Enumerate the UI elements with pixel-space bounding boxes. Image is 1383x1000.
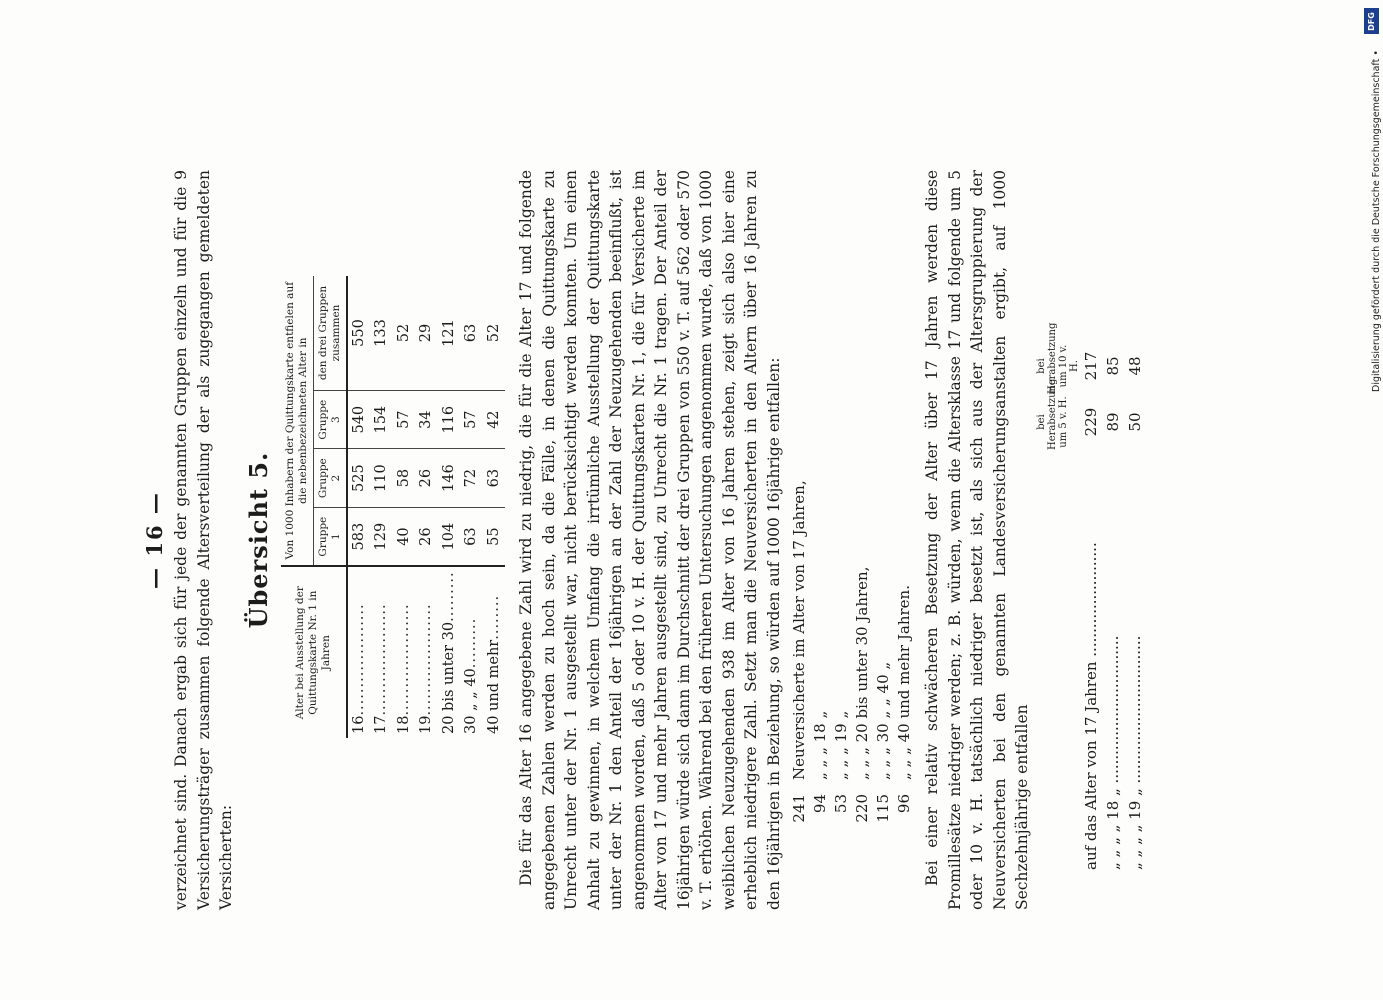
reduction-value: 48 bbox=[1125, 356, 1144, 376]
value-cell: 72 bbox=[460, 449, 483, 507]
age-cell bbox=[393, 566, 416, 738]
reduction-row-label: „ „ „ „ 19 „ ............................... bbox=[1125, 635, 1144, 870]
age-column-header: Alter bei Ausstellung der Quittungskarte Nr. 1 in Jahren bbox=[281, 566, 347, 738]
paragraph-2: Die für das Alter 16 angegebene Zahl wird zu niedrig, die für die Alter 17 und folgende angegebenen Zahlen werden zu hoch sein, da die Fälle, in denen die Quittungskarte zu Unrecht unter der Nr. 1 ausgestellt war, nicht berücksichtigt werden konnten. Um einen Anhalt zu gewinnen, in welchem Umfang die irrtümliche Ausstellung der Quittungskarte unter der Nr. 1 den Anteil der 16jährigen an der Zahl der Neuzugehenden beeinflußt, ist angenommen worden, daß 5 oder 10 v. H. der Quittungskarten Nr. 1, die für Versicherte im Alter von 17 und mehr Jahren ausgestellt sind, zu Unrecht die Nr. 1 tragen. Der Anteil der 16jährigen würde sich dann im Durchschnitt der drei Gruppen von 550 v. T. auf 562 oder 570 v. T. erhöhen. Während bei den früheren Untersuchungen angenommen wurde, daß von 1000 weiblichen Neuzugehenden 938 im Alter von 16 Jahren stehen, zeigt sich also hier eine erheblich niedrigere Zahl. Setzt man die Neuversicherten in den Altern über 16 Jahren zu den 16jährigen in Beziehung, so würden auf 1000 16jährige entfallen: bbox=[517, 170, 783, 910]
subheader-gruppe-3: Gruppe 3 bbox=[313, 390, 347, 448]
list-item bbox=[852, 170, 873, 848]
dfg-logo: DFG bbox=[1364, 8, 1379, 34]
reduction-value: 85 bbox=[1103, 356, 1122, 376]
list-item-count: 115 bbox=[874, 794, 892, 823]
list-item-count: 96 bbox=[895, 794, 913, 814]
list-item-text: „ „ „ 40 und mehr Jahren. bbox=[895, 585, 913, 780]
list-item bbox=[810, 170, 831, 848]
list-item bbox=[789, 170, 810, 848]
new-insured-list bbox=[789, 170, 915, 848]
list-item-count: 241 bbox=[790, 794, 808, 823]
age-cell bbox=[370, 566, 393, 738]
age-cell bbox=[415, 566, 438, 738]
value-cell: 57 bbox=[460, 390, 483, 448]
value-cell: 26 bbox=[415, 507, 438, 566]
value-cell: 133 bbox=[370, 276, 393, 390]
table-row bbox=[438, 276, 461, 738]
list-item-text: „ „ „ 19 „ bbox=[832, 710, 850, 780]
table-row bbox=[415, 276, 438, 738]
value-cell: 129 bbox=[370, 507, 393, 566]
value-cell: 583 bbox=[347, 507, 371, 566]
value-cell: 26 bbox=[415, 449, 438, 507]
table-row bbox=[370, 276, 393, 738]
value-cell: 63 bbox=[460, 276, 483, 390]
value-cell: 52 bbox=[393, 276, 416, 390]
value-cell: 29 bbox=[415, 276, 438, 390]
value-cell: 55 bbox=[483, 507, 506, 566]
reduction-row bbox=[1124, 170, 1146, 870]
age-label: 20 bis unter 30 bbox=[440, 621, 457, 734]
reduction-table bbox=[1036, 170, 1146, 870]
list-item-text: „ „ „ 20 bis unter 30 Jahren, bbox=[853, 566, 871, 780]
value-cell: 121 bbox=[438, 276, 461, 390]
table-row bbox=[393, 276, 416, 738]
table-body bbox=[347, 276, 506, 738]
age-cell bbox=[483, 566, 506, 738]
subheader-all-groups: den drei Gruppen zusammen bbox=[313, 276, 347, 390]
list-item-text: „ „ „ 30 „ „ 40 „ bbox=[874, 661, 892, 780]
group-column-header: Von 1000 Inhabern der Quittungskarte entfielen auf die nebenbezeichneten Alter in bbox=[281, 276, 314, 566]
list-item-text: „ „ „ 18 „ bbox=[811, 710, 829, 780]
reduction-value: 50 bbox=[1125, 412, 1144, 432]
value-cell: 116 bbox=[438, 390, 461, 448]
value-cell: 40 bbox=[393, 507, 416, 566]
reduction-row-label: auf das Alter von 17 Jahren ........................ bbox=[1081, 542, 1100, 870]
reduction-row-label: „ „ „ „ 18 „ ............................... bbox=[1103, 635, 1122, 870]
list-item bbox=[873, 170, 894, 848]
value-cell: 146 bbox=[438, 449, 461, 507]
age-label: 16 bbox=[350, 715, 367, 734]
age-cell bbox=[347, 566, 371, 738]
reduction-value: 217 bbox=[1081, 351, 1100, 381]
age-cell bbox=[438, 566, 461, 738]
value-cell: 58 bbox=[393, 449, 416, 507]
value-cell: 63 bbox=[483, 449, 506, 507]
age-label: 18 bbox=[395, 715, 412, 734]
reduction-head-10: bei Herabsetzung um 10 v. H. bbox=[1035, 322, 1080, 394]
table-row bbox=[460, 276, 483, 738]
reduction-row bbox=[1080, 170, 1102, 870]
value-cell: 52 bbox=[483, 276, 506, 390]
value-cell: 63 bbox=[460, 507, 483, 566]
intro-paragraph: verzeichnet sind. Danach ergab sich für jede der genannten Gruppen einzeln und für die 9 Versicherungsträger zusammen folgende Altersverteilung der als zugegangen gemeldeten Versicherten: bbox=[172, 170, 235, 910]
leader-dots: .................... bbox=[395, 603, 412, 716]
leader-dots: ......... bbox=[463, 617, 479, 669]
table-row bbox=[347, 276, 371, 738]
leader-dots: .................... bbox=[418, 603, 434, 716]
list-item-count: 94 bbox=[811, 794, 829, 814]
digitization-credit: Digitalisierung gefördert durch die Deutsche Forschungsgemeinschaft • bbox=[1371, 50, 1382, 392]
age-label: 17 bbox=[373, 715, 389, 734]
leader-dots: .................... bbox=[350, 603, 367, 716]
value-cell: 154 bbox=[370, 390, 393, 448]
list-item-text: Neuversicherte im Alter von 17 Jahren, bbox=[790, 480, 808, 780]
subheader-gruppe-2: Gruppe 2 bbox=[313, 449, 347, 507]
paragraph-3: Bei einer relativ schwächeren Besetzung der Alter über 17 Jahren werden diese Promillesätze niedriger werden; z. B. würden, wenn die Altersklasse 17 und folgende um 5 oder 10 v. H. tatsächlich niedriger besetzt ist, als sich aus der Altersgruppierung der Neuversicherten bei den genannten Landesversicherungsanstalten ergibt, auf 1000 Sechzehnjährige entfallen bbox=[923, 170, 1031, 910]
value-cell: 550 bbox=[347, 276, 371, 390]
list-item-count: 53 bbox=[832, 794, 850, 814]
leader-dots: ......... bbox=[440, 571, 457, 622]
value-cell: 110 bbox=[370, 449, 393, 507]
age-label: 19 bbox=[418, 715, 434, 734]
age-label: 40 und mehr bbox=[485, 639, 502, 734]
page-number: — 16 — bbox=[142, 491, 167, 589]
reduction-head-5: bei Herabsetzung um 5 v. H. bbox=[1035, 378, 1069, 450]
value-cell: 525 bbox=[347, 449, 371, 507]
leader-dots: .................... bbox=[373, 603, 389, 716]
value-cell: 42 bbox=[483, 390, 506, 448]
list-item bbox=[894, 170, 915, 848]
reduction-row bbox=[1102, 170, 1124, 870]
table-row bbox=[483, 276, 506, 738]
age-label: 30 „ „ 40 bbox=[463, 668, 479, 734]
overview-table bbox=[281, 276, 506, 738]
reduction-value: 89 bbox=[1103, 412, 1122, 432]
list-item-count: 220 bbox=[853, 794, 871, 823]
value-cell: 104 bbox=[438, 507, 461, 566]
value-cell: 57 bbox=[393, 390, 416, 448]
leader-dots: ........ bbox=[485, 594, 502, 640]
table-title: Übersicht 5. bbox=[243, 451, 273, 629]
list-item bbox=[831, 170, 852, 848]
page-content bbox=[140, 170, 1230, 910]
age-cell bbox=[460, 566, 483, 738]
reduction-value: 229 bbox=[1081, 407, 1100, 437]
subheader-gruppe-1: Gruppe 1 bbox=[313, 507, 347, 566]
value-cell: 540 bbox=[347, 390, 371, 448]
value-cell: 34 bbox=[415, 390, 438, 448]
